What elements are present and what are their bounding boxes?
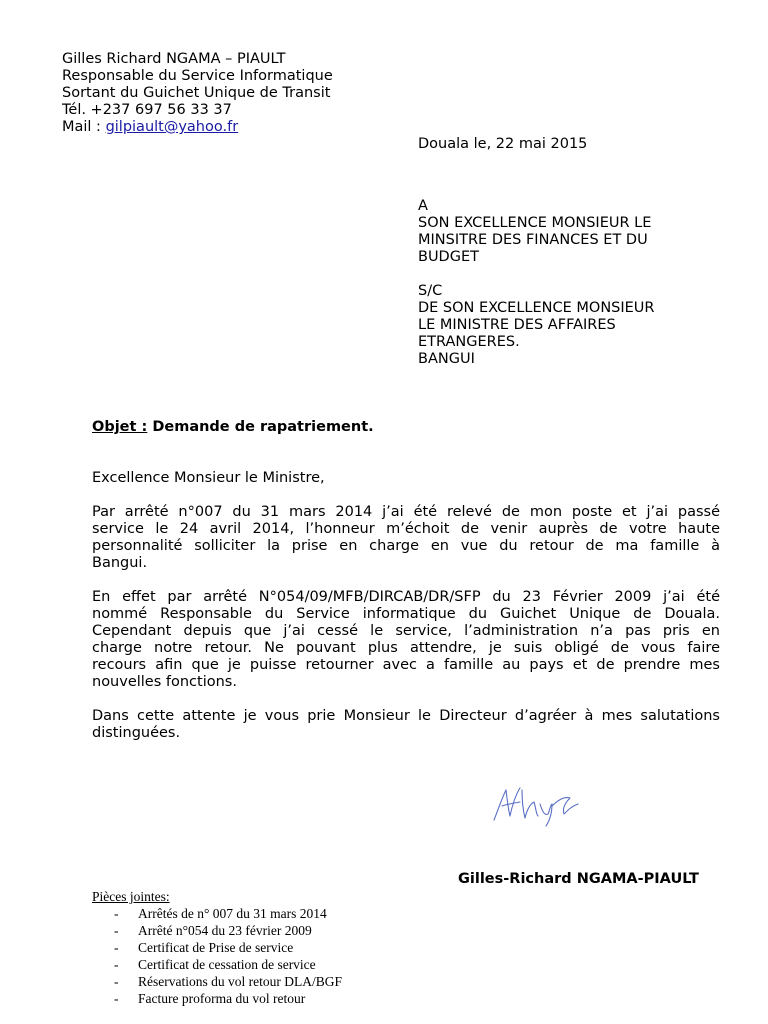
attachment-item: [92, 973, 342, 990]
sender-org: Sortant du Guichet Unique de Transit: [62, 85, 331, 101]
sender-phone: Tél. +237 697 56 33 37: [62, 102, 232, 118]
attachment-label: Arrêté n°054 du 23 février 2009: [138, 923, 312, 938]
paragraph-line: charge notre retour. Ne pouvant plus attendre, je suis obligé de vous faire: [92, 640, 720, 656]
paragraph-line: En effet par arrêté N°054/09/MFB/DIRCAB/DR/SFP du 23 Février 2009 j’ai été: [92, 589, 720, 605]
paragraph-line: nommé Responsable du Service informatique du Guichet Unique de Douala.: [92, 606, 720, 622]
recipient-via-line: DE SON EXCELLENCE MONSIEUR: [418, 300, 655, 316]
paragraph-line: Cependant depuis que j’ai cessé le service, l’administration n’a pas pris en: [92, 623, 720, 639]
handwritten-signature-icon: [488, 780, 584, 828]
sender-name: Gilles Richard NGAMA – PIAULT: [62, 51, 286, 67]
paragraph-line: Par arrêté n°007 du 31 mars 2014 j’ai été relevé de mon poste et j’ai passé: [92, 504, 720, 520]
attachment-label: Facture proforma du vol retour: [138, 991, 306, 1006]
paragraph-line: nouvelles fonctions.: [92, 674, 237, 690]
bullet-dash: -: [114, 957, 119, 972]
signer-name: Gilles-Richard NGAMA-PIAULT: [458, 871, 699, 887]
attachment-item: [92, 922, 342, 939]
sender-block: [62, 51, 333, 136]
bullet-dash: -: [114, 974, 119, 989]
body-paragraph: [92, 504, 720, 572]
recipient-via-line: BANGUI: [418, 351, 475, 367]
attachment-label: Certificat de Prise de service: [138, 940, 294, 955]
recipient-spacer: [418, 266, 655, 283]
signature-stroke: [552, 797, 578, 814]
subject-text: Demande de rapatriement.: [147, 419, 374, 435]
recipient-to-line: SON EXCELLENCE MONSIEUR LE: [418, 215, 652, 231]
paragraph-line: personnalité solliciter la prise en charge en vue du retour de ma famille à: [92, 538, 720, 554]
attachment-item: [92, 905, 342, 922]
paragraph-line: recours afin que je puisse retourner avec a famille au pays et de prendre mes: [92, 657, 720, 673]
bullet-dash: -: [114, 923, 119, 938]
attachment-label: Arrêtés de n° 007 du 31 mars 2014: [138, 906, 327, 921]
bullet-dash: -: [114, 940, 119, 955]
recipient-to-line: MINSITRE DES FINANCES ET DU: [418, 232, 648, 248]
attachment-label: Certificat de cessation de service: [138, 957, 316, 972]
body-paragraph: [92, 589, 720, 691]
attachments-list: [92, 905, 342, 1007]
letter-body: [92, 470, 720, 759]
sender-email-link[interactable]: gilpiault@yahoo.fr: [105, 119, 239, 135]
recipient-via-line: ETRANGERES.: [418, 334, 520, 350]
recipient-to-label: A: [418, 198, 428, 214]
bullet-dash: -: [114, 906, 119, 921]
sender-role: Responsable du Service Informatique: [62, 68, 333, 84]
sender-mail-line: [62, 119, 333, 136]
salutation: Excellence Monsieur le Ministre,: [92, 470, 325, 486]
attachment-item: [92, 990, 342, 1007]
recipient-to-line: BUDGET: [418, 249, 479, 265]
recipient-via-label: S/C: [418, 283, 443, 299]
bullet-dash: -: [114, 991, 119, 1006]
body-paragraph: [92, 708, 720, 742]
attachment-item: [92, 939, 342, 956]
attachment-label: Réservations du vol retour DLA/BGF: [138, 974, 342, 989]
letter-date: Douala le, 22 mai 2015: [418, 136, 588, 152]
sender-mail-label: Mail :: [62, 119, 106, 135]
signature-stroke: [494, 788, 520, 820]
recipient-via-line: LE MINISTRE DES AFFAIRES: [418, 317, 616, 333]
recipient-block: [418, 198, 655, 368]
attachments-block: [92, 888, 342, 1007]
paragraph-line: Bangui.: [92, 555, 148, 571]
signature-stroke: [522, 790, 538, 818]
subject-label: Objet :: [92, 419, 148, 435]
paragraph-line: service le 24 avril 2014, l’honneur m’échoit de venir auprès de votre haute: [92, 521, 720, 537]
paragraph-line: distinguées.: [92, 725, 181, 741]
paragraph-line: Dans cette attente je vous prie Monsieur le Directeur d’agréer à mes salutations: [92, 708, 720, 724]
attachments-title: Pièces jointes:: [92, 889, 170, 904]
signature-stroke: [502, 802, 520, 806]
subject-line: [92, 419, 374, 435]
signature-stroke: [540, 804, 552, 826]
attachment-item: [92, 956, 342, 973]
